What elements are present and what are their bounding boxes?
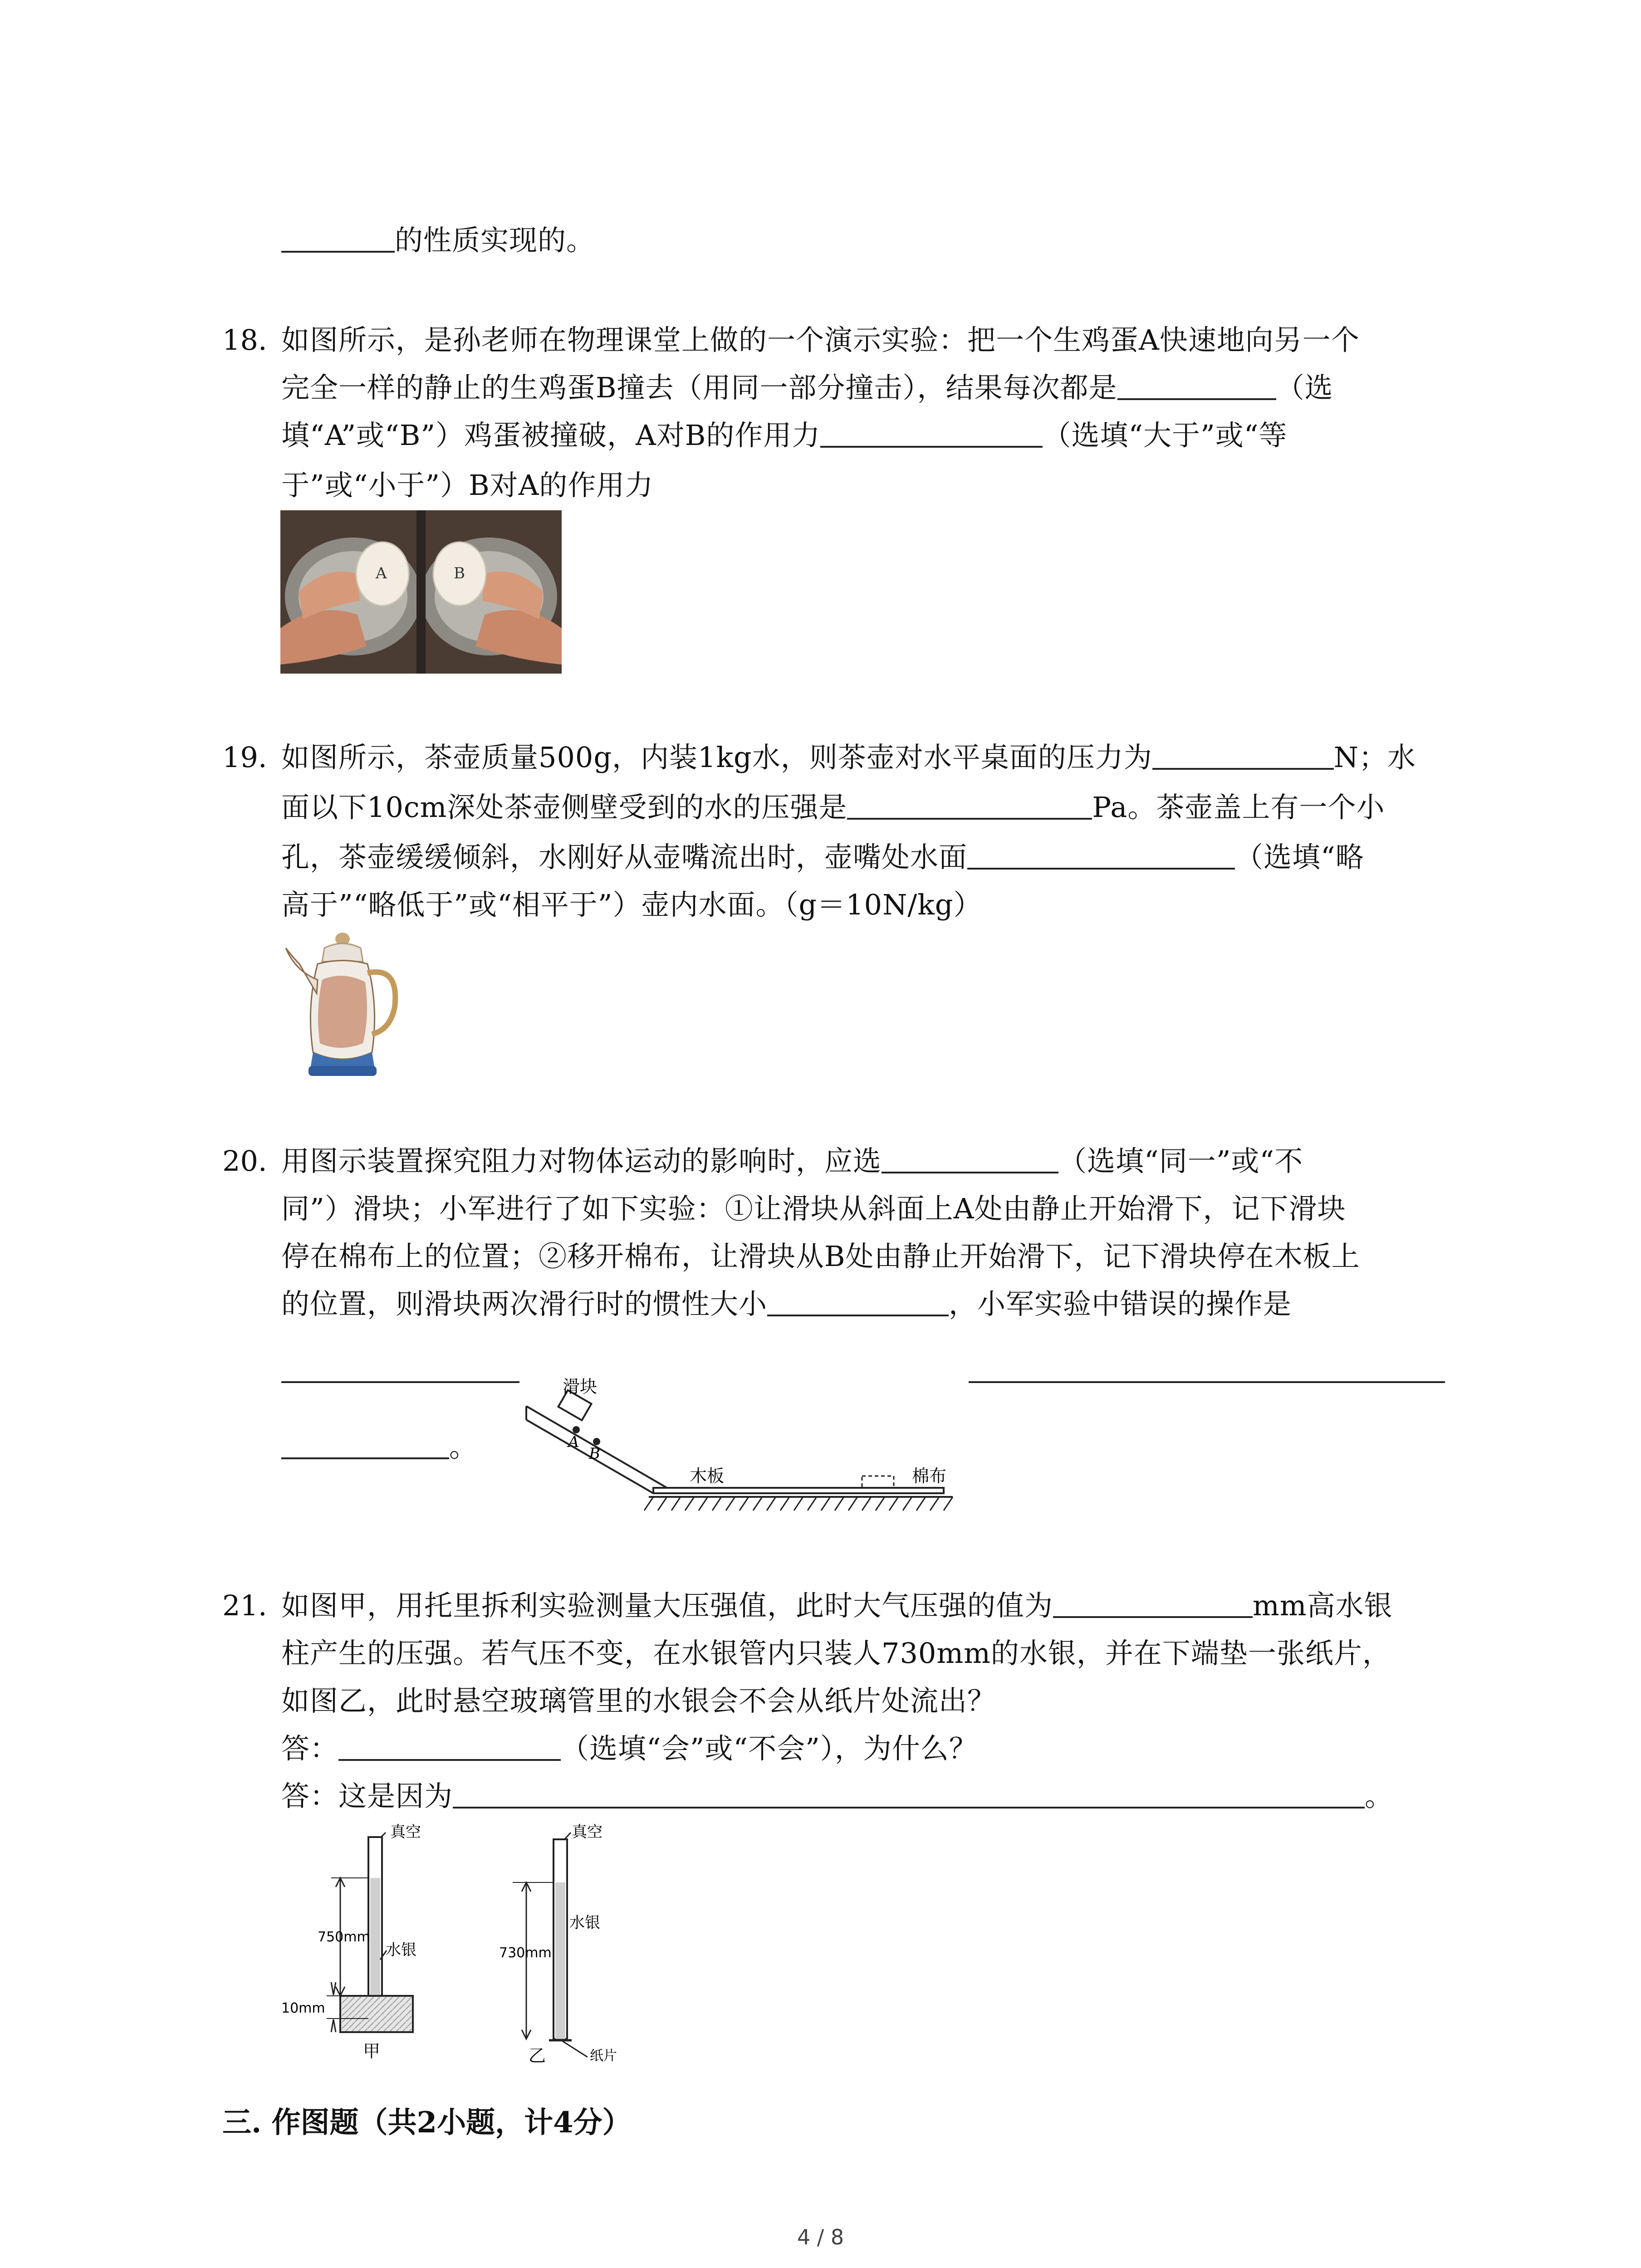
cloth-mark <box>862 1476 894 1488</box>
answer-blank[interactable] <box>453 1779 1365 1809</box>
q20-number: 20. <box>222 1144 267 1178</box>
q18-line4: 于”或“小于”）B对A的作用力 <box>281 469 654 502</box>
h-label: 730mm <box>499 1945 552 1961</box>
answer-blank[interactable] <box>1152 741 1334 770</box>
teapot-photo <box>281 930 404 1084</box>
q21-line3: 如图乙，此时悬空玻璃管里的水银会不会从纸片处流出？ <box>281 1684 996 1717</box>
paper-label: 纸片 <box>590 2048 617 2064</box>
answer-blank[interactable] <box>1117 371 1276 400</box>
q19-line1: 如图所示，茶壶质量500g，内装1kg水，则茶壶对水平桌面的压力为 N；水 <box>281 741 1416 774</box>
answer-blank[interactable] <box>967 841 1235 870</box>
slider-label: 滑块 <box>563 1377 598 1397</box>
answer-blank[interactable] <box>281 1354 519 1383</box>
q17-tail-text: 的性质实现的。 <box>395 224 595 257</box>
point-a-label: A <box>568 1433 579 1451</box>
point-b-label: B <box>589 1445 600 1463</box>
q17-tail-line <box>281 222 595 259</box>
section-title: 三. 作图题（共2小题，计4分） <box>222 2106 632 2140</box>
board-label: 木板 <box>690 1466 725 1486</box>
q19-number: 19. <box>222 741 267 774</box>
q18-line1: 如图所示，是孙老师在物理课堂上做的一个演示实验：把一个生鸡蛋A快速地向另一个 <box>281 323 1360 357</box>
h1-label: 750mm <box>318 1929 370 1945</box>
answer-blank[interactable] <box>847 791 1092 820</box>
q21-answer1: 答： （选填“会”或“不会”），为什么？ <box>281 1732 978 1765</box>
vacuum-label: 真空 <box>390 1823 421 1841</box>
q19-line2: 面以下10cm深处茶壶侧壁受到的水的压强是 Pa。茶壶盖上有一个小 <box>281 791 1385 824</box>
incline-diagram <box>517 1374 975 1524</box>
answer-blank[interactable] <box>338 1732 561 1761</box>
answer-blank[interactable] <box>767 1287 949 1316</box>
figure-a-caption: 甲 <box>363 2041 381 2061</box>
q18-number: 18. <box>222 323 267 357</box>
figure-b-caption: 乙 <box>529 2046 546 2064</box>
answer-blank[interactable] <box>882 1144 1058 1173</box>
answer-blank[interactable] <box>281 1430 449 1459</box>
q20-line3: 停在棉布上的位置；②移开棉布，让滑块从B处由静止开始滑下，记下滑块停在木板上 <box>281 1240 1360 1273</box>
vacuum-label: 真空 <box>572 1823 603 1841</box>
page-number: 4 / 8 <box>797 2225 844 2249</box>
answer-blank[interactable] <box>820 419 1043 448</box>
q19-line4: 高于”“略低于”或“相平于”）壶内水面。（g＝10N/kg） <box>281 888 982 921</box>
board <box>653 1488 944 1493</box>
cloth-label: 棉布 <box>912 1466 947 1486</box>
q20-line4: 的位置，则滑块两次滑行时的惯性大小 ，小军实验中错误的操作是 <box>281 1287 1292 1320</box>
answer-blank[interactable] <box>969 1354 1445 1383</box>
q20-line1: 用图示装置探究阻力对物体运动的影响时，应选 （选填“同一”或“不 <box>281 1144 1303 1178</box>
egg-a-label: A <box>376 564 387 582</box>
q21-line1: 如图甲，用托里拆利实验测量大压强值，此时大气压强的值为 mm高水银 <box>281 1589 1393 1622</box>
egg-collision-photo <box>280 510 562 674</box>
q19-line3: 孔，茶壶缓缓倾斜，水刚好从壶嘴流出时，壶嘴处水面 （选填“略 <box>281 841 1364 874</box>
q20-line6: 。 <box>281 1429 478 1465</box>
h2-label: 10mm <box>281 2000 325 2016</box>
egg-b-label: B <box>454 564 465 582</box>
answer-blank[interactable] <box>1053 1589 1253 1618</box>
mercury-label: 水银 <box>569 1914 600 1932</box>
q18-line3: 填“A”或“B”）鸡蛋被撞破，A对B的作用力 （选填“大于”或“等 <box>281 419 1288 452</box>
q21-answer2: 答：这是因为 。 <box>281 1779 1394 1813</box>
q18-line2: 完全一样的静止的生鸡蛋B撞去（用同一部分撞击），结果每次都是 （选 <box>281 371 1333 404</box>
mercury-label: 水银 <box>386 1941 416 1959</box>
q21-line2: 柱产生的压强。若气压不变，在水银管内只装人730mm的水银，并在下端垫一张纸片， <box>281 1637 1391 1670</box>
torricelli-figure-a <box>272 1819 472 2064</box>
q20-line2: 同”）滑块；小军进行了如下实验：①让滑块从斜面上A处由静止开始滑下，记下滑块 <box>281 1192 1346 1225</box>
q21-number: 21. <box>222 1589 267 1622</box>
torricelli-figure-b <box>495 1819 649 2064</box>
answer-blank[interactable] <box>281 224 395 253</box>
